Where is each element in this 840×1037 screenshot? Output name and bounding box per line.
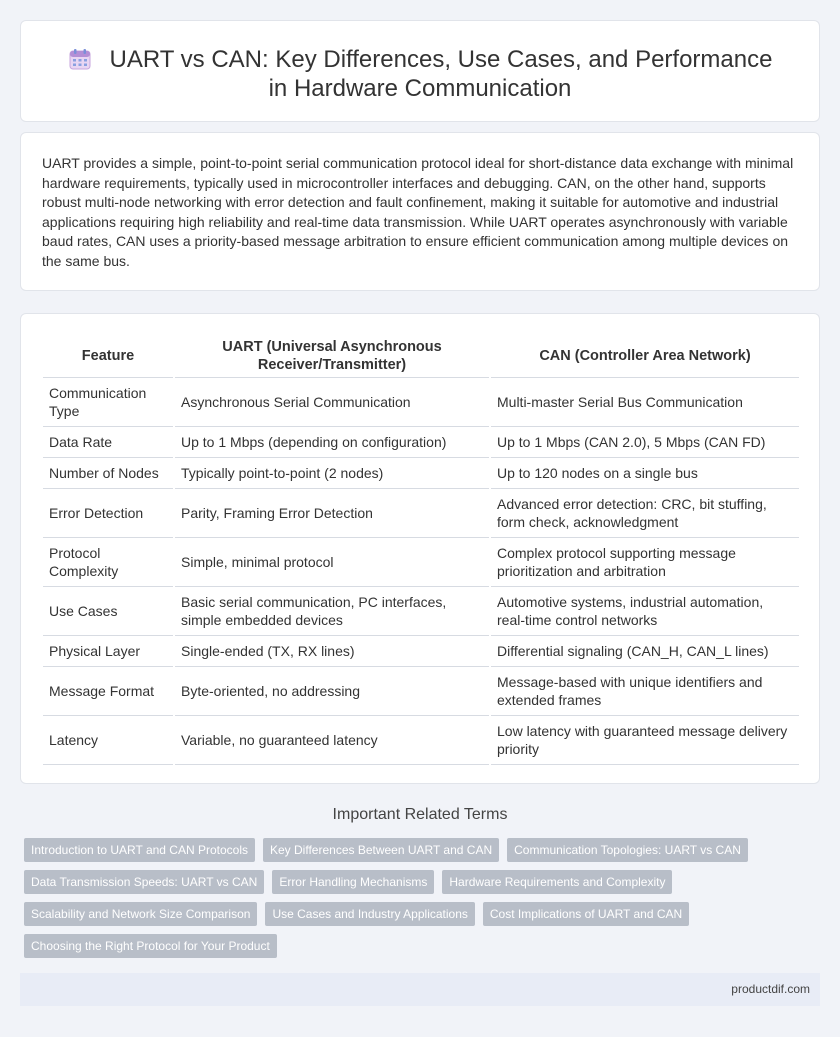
feature-cell: Message Format <box>43 667 173 716</box>
footer-site-link[interactable]: productdif.com <box>731 982 810 996</box>
feature-cell: Physical Layer <box>43 636 173 667</box>
uart-cell: Parity, Framing Error Detection <box>175 489 489 538</box>
header-can: CAN (Controller Area Network) <box>491 334 799 378</box>
related-term-tag[interactable]: Data Transmission Speeds: UART vs CAN <box>24 870 264 894</box>
table-row <box>43 716 799 765</box>
uart-cell: Basic serial communication, PC interfaces, simple embedded devices <box>175 587 489 636</box>
feature-cell: Data Rate <box>43 427 173 458</box>
header-uart: UART (Universal Asynchronous Receiver/Transmitter) <box>175 334 489 378</box>
can-cell: Automotive systems, industrial automation, real-time control networks <box>491 587 799 636</box>
table-row <box>43 667 799 716</box>
uart-cell: Asynchronous Serial Communication <box>175 378 489 427</box>
feature-cell: Number of Nodes <box>43 458 173 489</box>
comparison-table <box>43 334 799 765</box>
can-cell: Differential signaling (CAN_H, CAN_L lines) <box>491 636 799 667</box>
footer <box>20 973 820 1006</box>
comparison-table-card <box>20 313 820 784</box>
page-title-wrap <box>21 45 819 103</box>
can-cell: Advanced error detection: CRC, bit stuffing, form check, acknowledgment <box>491 489 799 538</box>
related-term-tag[interactable]: Choosing the Right Protocol for Your Product <box>24 934 277 958</box>
uart-cell: Typically point-to-point (2 nodes) <box>175 458 489 489</box>
related-term-tag[interactable]: Hardware Requirements and Complexity <box>442 870 672 894</box>
table-header-row <box>43 334 799 378</box>
related-term-tag[interactable]: Communication Topologies: UART vs CAN <box>507 838 748 862</box>
feature-cell: Error Detection <box>43 489 173 538</box>
can-cell: Multi-master Serial Bus Communication <box>491 378 799 427</box>
uart-cell: Variable, no guaranteed latency <box>175 716 489 765</box>
feature-cell: Communication Type <box>43 378 173 427</box>
related-term-tag[interactable]: Cost Implications of UART and CAN <box>483 902 689 926</box>
can-cell: Message-based with unique identifiers and extended frames <box>491 667 799 716</box>
table-row <box>43 538 799 587</box>
table-row <box>43 636 799 667</box>
header-feature: Feature <box>43 334 173 378</box>
calendar-icon <box>68 48 92 70</box>
related-term-tag[interactable]: Error Handling Mechanisms <box>272 870 434 894</box>
table-row <box>43 489 799 538</box>
can-cell: Up to 1 Mbps (CAN 2.0), 5 Mbps (CAN FD) <box>491 427 799 458</box>
related-term-tag[interactable]: Use Cases and Industry Applications <box>265 902 474 926</box>
related-term-tag[interactable]: Scalability and Network Size Comparison <box>24 902 257 926</box>
can-cell: Low latency with guaranteed message delivery priority <box>491 716 799 765</box>
uart-cell: Single-ended (TX, RX lines) <box>175 636 489 667</box>
table-row <box>43 458 799 489</box>
page-title: UART vs CAN: Key Differences, Use Cases, and Performance in Hardware Communication <box>109 46 773 102</box>
related-terms-heading: Important Related Terms <box>332 806 508 823</box>
related-term-tag[interactable]: Introduction to UART and CAN Protocols <box>24 838 255 862</box>
feature-cell: Protocol Complexity <box>43 538 173 587</box>
uart-cell: Simple, minimal protocol <box>175 538 489 587</box>
table-row <box>43 378 799 427</box>
table-row <box>43 427 799 458</box>
related-terms-list <box>24 838 820 966</box>
feature-cell: Use Cases <box>43 587 173 636</box>
title-card <box>20 20 820 122</box>
intro-card <box>20 132 820 291</box>
uart-cell: Byte-oriented, no addressing <box>175 667 489 716</box>
uart-cell: Up to 1 Mbps (depending on configuration) <box>175 427 489 458</box>
table-row <box>43 587 799 636</box>
can-cell: Complex protocol supporting message prioritization and arbitration <box>491 538 799 587</box>
feature-cell: Latency <box>43 716 173 765</box>
can-cell: Up to 120 nodes on a single bus <box>491 458 799 489</box>
related-term-tag[interactable]: Key Differences Between UART and CAN <box>263 838 499 862</box>
intro-paragraph: UART provides a simple, point-to-point serial communication protocol ideal for short-distance data exchange with minimal hardware requirements, typically used in microcontroller interfaces and debugging. CAN, on the other hand, supports robust multi-node networking with error detection and fault confinement, making it suitable for automotive and industrial applications requiring high reliability and real-time data transmission. While UART operates asynchronously with variable baud rates, CAN uses a priority-based message arbitration to ensure efficient communication among multiple devices on the same bus. <box>42 155 794 269</box>
